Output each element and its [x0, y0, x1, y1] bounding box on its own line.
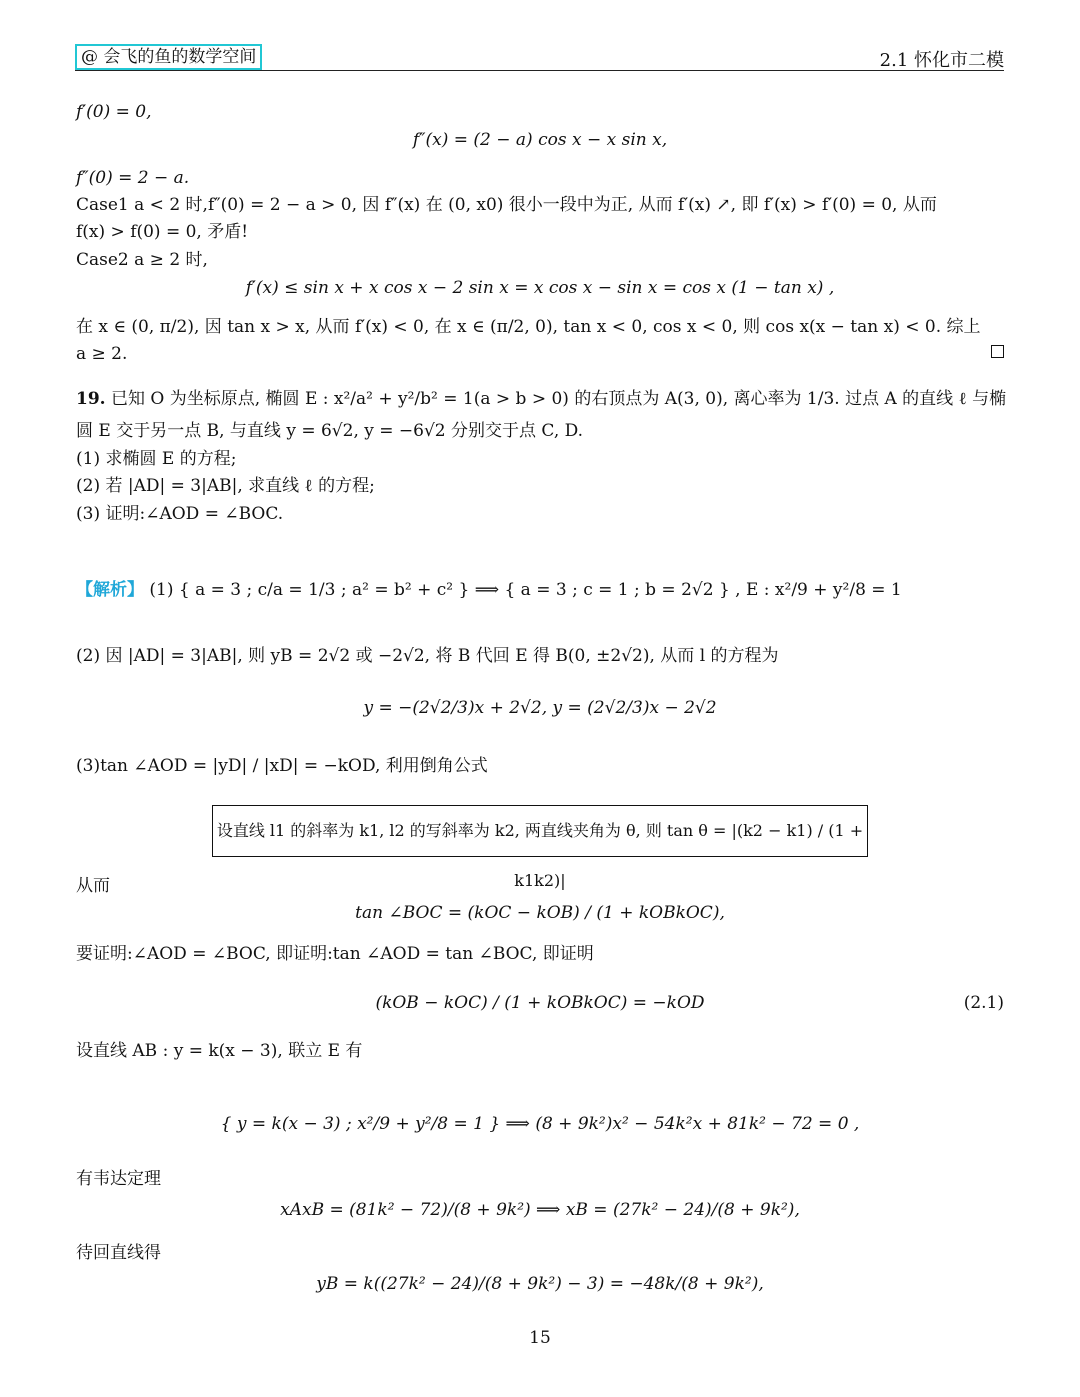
text-line: 待回直线得 [76, 1243, 161, 1263]
equation-number: (2.1) [963, 993, 1004, 1013]
text-line: (1) 求椭圆 E 的方程; [76, 449, 237, 469]
text-line: f′(0) = 0, [76, 102, 152, 122]
solution-part-1 [76, 579, 902, 601]
text-line: (3) 证明:∠AOD = ∠BOC. [76, 504, 284, 524]
display-equation: y = −(2√2/3)x + 2√2, y = (2√2/3)x − 2√2 [363, 698, 717, 718]
brand-label: @ 会飞的鱼的数学空间 [75, 44, 262, 70]
display-equation: f′(x) ≤ sin x + x cos x − 2 sin x = x cos x − sin x = cos x (1 − tan x) , [245, 278, 835, 298]
page-header [75, 42, 1004, 71]
display-equation: f″(x) = (2 − a) cos x − x sin x, [412, 130, 668, 150]
problem-text: 已知 O 为坐标原点, 椭圆 E : x²/a² + y²/b² = 1(a > b > 0) 的右顶点为 A(3, 0), 离心率为 1/3. 过点 A 的直线 ℓ 与椭 [110, 389, 1007, 409]
text-line: 有韦达定理 [76, 1169, 161, 1189]
display-equation: { y = k(x − 3) ; x²/9 + y²/8 = 1 } ⟹ (8 + 9k²)x² − 54k²x + 81k² − 72 = 0 , [220, 1114, 860, 1134]
text-line: Case1 a < 2 时,f″(0) = 2 − a > 0, 因 f″(x) 在 (0, x0) 很小一段中为正, 从而 f′(x) ↗, 即 f′(x) > f′(0) = 0, 从而 [76, 195, 937, 215]
display-equation: xAxB = (81k² − 72)/(8 + 9k²) ⟹ xB = (27k² − 24)/(8 + 9k²), [280, 1200, 800, 1220]
display-equation: yB = k((27k² − 24)/(8 + 9k²) − 3) = −48k/(8 + 9k²), [316, 1274, 764, 1294]
text-line: Case2 a ≥ 2 时, [76, 250, 208, 270]
solution-tag: 【解析】 [76, 580, 144, 600]
text-line: (2) 因 |AD| = 3|AB|, 则 yB = 2√2 或 −2√2, 将 B 代回 E 得 B(0, ±2√2), 从而 l 的方程为 [76, 646, 779, 666]
text-line: (3)tan ∠AOD = |yD| / |xD| = −kOD, 利用倒角公式 [76, 756, 488, 776]
text-line: f″(0) = 2 − a. [76, 168, 190, 188]
text-line: 从而 [76, 876, 110, 896]
section-title: 2.1 怀化市二模 [879, 50, 1004, 71]
display-equation: (kOB − kOC) / (1 + kOBkOC) = −kOD [375, 993, 705, 1013]
formula-box: 设直线 l1 的斜率为 k1, l2 的写斜率为 k2, 两直线夹角为 θ, 则 tan θ = |(k2 − k1) / (1 + k1k2)| [212, 805, 868, 857]
text-line: 设直线 AB : y = k(x − 3), 联立 E 有 [76, 1041, 363, 1061]
text-line: f(x) > f(0) = 0, 矛盾! [76, 222, 249, 242]
text-line: (2) 若 |AD| = 3|AB|, 求直线 ℓ 的方程; [76, 476, 375, 496]
problem-number: 19. [76, 389, 106, 409]
solution-text: (1) { a = 3 ; c/a = 1/3 ; a² = b² + c² } ⟹ { a = 3 ; c = 1 ; b = 2√2 } , E : x²/9 + y²/8 = 1 [149, 580, 902, 600]
problem-statement [76, 388, 1006, 410]
display-equation: tan ∠BOC = (kOC − kOB) / (1 + kOBkOC), [355, 903, 725, 923]
text-line: 在 x ∈ (0, π/2), 因 tan x > x, 从而 f′(x) < 0, 在 x ∈ (π/2, 0), tan x < 0, cos x < 0, 则 cos x(x − tan x) < 0. 综上 [76, 317, 981, 337]
text-line: a ≥ 2. [76, 344, 128, 364]
text-line: 圆 E 交于另一点 B, 与直线 y = 6√2, y = −6√2 分别交于点 C, D. [76, 421, 584, 441]
page-number: 15 [529, 1328, 551, 1348]
qed-square [991, 345, 1004, 358]
text-line: 要证明:∠AOD = ∠BOC, 即证明:tan ∠AOD = tan ∠BOC, 即证明 [76, 944, 594, 964]
